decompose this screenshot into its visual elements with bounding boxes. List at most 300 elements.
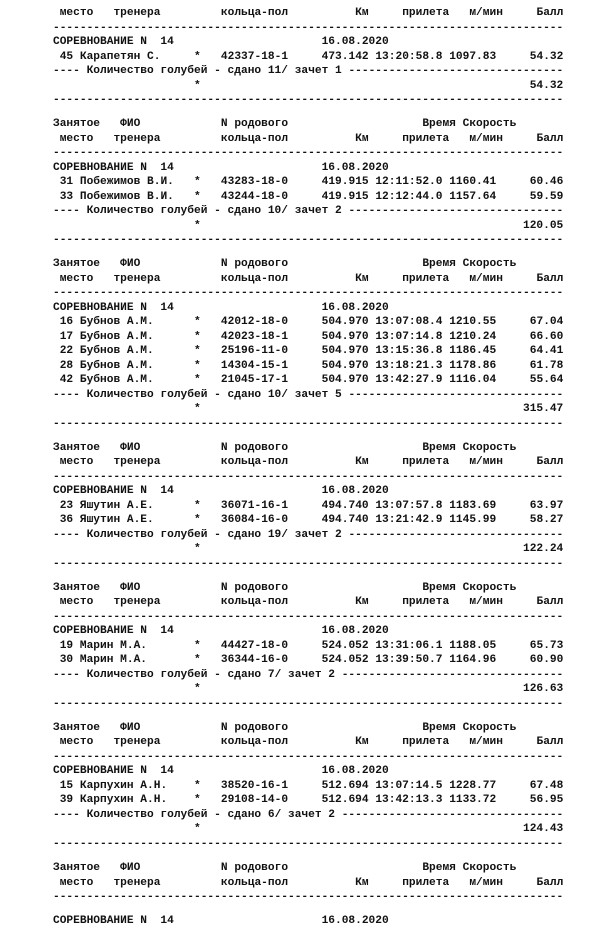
- entry-mark: *: [194, 779, 201, 792]
- competition-title: СОРЕВНОВАНИЕ N 14: [53, 765, 174, 778]
- count-prefix: ---- Количество голубей - сдано: [53, 528, 268, 541]
- entry-time: 12:11:52.0: [375, 176, 443, 189]
- col-km-label: Км: [355, 7, 369, 19]
- entry-km: 512.694: [321, 794, 369, 807]
- entry-mark: *: [194, 654, 201, 667]
- col-speed-label: Скорость: [462, 862, 517, 875]
- entry-row: [53, 793, 593, 808]
- competition-line: [53, 624, 593, 639]
- col-score-label: Балл: [536, 876, 564, 889]
- col-speed-label: Скорость: [462, 581, 517, 594]
- count-counted: 2: [335, 205, 342, 218]
- count-prefix: ---- Количество голубей - сдано: [53, 65, 268, 77]
- col-speed-label-2: м/мин: [469, 456, 503, 469]
- count-counted: 1: [335, 65, 342, 77]
- competition-line: [53, 914, 593, 929]
- entry-speed: 1228.77: [449, 779, 497, 792]
- count-prefix: ---- Количество голубей - сдано: [53, 205, 268, 218]
- col-ring-label-2: кольца-пол: [220, 456, 289, 469]
- entry-ring: 36071-16-1: [220, 499, 289, 512]
- col-ring-label-2: кольца-пол: [220, 736, 289, 749]
- col-speed-label-2: м/мин: [469, 876, 503, 889]
- competition-date: 16.08.2020: [321, 625, 389, 638]
- entry-time: 13:07:14.5: [375, 779, 443, 792]
- entry-speed: 1157.64: [449, 190, 497, 203]
- count-space: [335, 669, 342, 681]
- separator-line: ----------------------------------------------------------------------------: [53, 837, 564, 850]
- col-ring-label-2: кольца-пол: [220, 596, 289, 609]
- competition-title: СОРЕВНОВАНИЕ N 14: [53, 915, 174, 928]
- count-mid: / зачет: [281, 388, 335, 401]
- competition-line: [53, 301, 593, 316]
- count-dash-fill: ---------------------------------: [341, 808, 564, 821]
- competition-date: 16.08.2020: [321, 36, 389, 48]
- entry-place: 36: [59, 514, 74, 527]
- col-place-label: Занятое: [53, 258, 100, 271]
- entry-name: Марин М.А.: [79, 654, 148, 667]
- entry-score: 63.97: [529, 499, 564, 512]
- entry-place: 42: [59, 374, 74, 387]
- entry-score: 64.41: [529, 345, 564, 358]
- col-place-label: Занятое: [53, 441, 100, 454]
- col-time-label: Время: [422, 258, 456, 271]
- entry-time: 13:21:42.9: [375, 514, 443, 527]
- entry-place: 33: [59, 190, 74, 203]
- entry-ring: 38520-16-1: [220, 779, 289, 792]
- col-trainer-label: тренера: [113, 272, 161, 285]
- entry-speed: 1210.24: [449, 330, 497, 343]
- group-total: 124.43: [522, 823, 564, 836]
- separator-line: ----------------------------------------------------------------------------: [53, 697, 564, 710]
- entry-row: [53, 499, 593, 514]
- entry-ring: 36084-16-0: [220, 514, 289, 527]
- col-time-label-2: прилета: [402, 876, 450, 889]
- col-km-label: Км: [355, 272, 369, 285]
- entry-speed: 1160.41: [449, 176, 497, 189]
- entry-km: 504.970: [321, 345, 369, 358]
- header-row-top: [53, 117, 593, 132]
- separator-line: ----------------------------------------------------------------------------: [53, 21, 564, 34]
- col-km-label: Км: [355, 132, 369, 145]
- count-mid: / зачет: [281, 65, 335, 77]
- results-report: [53, 6, 593, 929]
- count-handed: 7: [267, 668, 275, 681]
- entry-km: 524.052: [321, 639, 369, 652]
- group-total: 126.63: [522, 683, 564, 696]
- col-trainer-label: тренера: [113, 736, 161, 749]
- entry-km: 504.970: [321, 374, 369, 387]
- col-place-label-2: место: [59, 736, 94, 749]
- col-time-label: Время: [422, 441, 456, 454]
- count-summary-line: [53, 528, 593, 543]
- entry-row: [53, 50, 593, 65]
- entry-km: 504.970: [321, 316, 369, 329]
- total-mark: *: [194, 823, 201, 836]
- header-row-bottom: [53, 876, 593, 891]
- count-space: [335, 809, 342, 821]
- entry-score: 66.60: [529, 330, 564, 343]
- entry-row: [53, 653, 593, 668]
- entry-speed: 1097.83: [449, 50, 497, 63]
- entry-speed: 1210.55: [449, 316, 497, 329]
- competition-date: 16.08.2020: [321, 915, 389, 928]
- count-dash-fill: --------------------------------: [348, 65, 564, 77]
- col-ring-label: N родового: [220, 441, 289, 454]
- entry-mark: *: [194, 190, 201, 203]
- count-handed: 19: [267, 528, 282, 541]
- entry-name: Бубнов А.М.: [79, 330, 154, 343]
- group-total: 120.05: [522, 219, 564, 232]
- separator-line: ----------------------------------------------------------------------------: [53, 557, 564, 570]
- header-row-top: [53, 581, 593, 596]
- competition-line: [53, 764, 593, 779]
- col-trainer-label: тренера: [113, 132, 161, 145]
- entry-place: 23: [59, 499, 74, 512]
- count-summary-line: [53, 668, 593, 683]
- col-time-label: Время: [422, 581, 456, 594]
- entry-name: Карпухин А.Н.: [79, 779, 168, 792]
- group-total-line: [53, 542, 593, 557]
- col-place-label: Занятое: [53, 862, 100, 875]
- count-counted: 5: [335, 388, 342, 401]
- entry-name: Побежимов В.И.: [79, 190, 174, 203]
- count-prefix: ---- Количество голубей - сдано: [53, 668, 268, 681]
- entry-mark: *: [194, 374, 201, 387]
- header-row-top: [53, 441, 593, 456]
- entry-ring: 42023-18-1: [220, 330, 289, 343]
- competition-title: СОРЕВНОВАНИЕ N 14: [53, 625, 174, 638]
- count-counted: 2: [328, 668, 335, 681]
- count-handed: 10: [267, 205, 282, 218]
- count-summary-line: [53, 64, 593, 79]
- group-total-line: [53, 682, 593, 697]
- competition-date: 16.08.2020: [321, 485, 389, 498]
- col-fio-label: ФИО: [120, 862, 141, 875]
- count-summary-line: [53, 204, 593, 219]
- entry-km: 512.694: [321, 779, 369, 792]
- col-time-label-2: прилета: [402, 7, 450, 19]
- competition-date: 16.08.2020: [321, 301, 389, 314]
- col-place-label: Занятое: [53, 118, 100, 131]
- entry-row: [53, 190, 593, 205]
- col-fio-label: ФИО: [120, 441, 141, 454]
- col-trainer-label: тренера: [113, 456, 161, 469]
- col-score-label: Балл: [536, 736, 564, 749]
- entry-km: 419.915: [321, 190, 369, 203]
- entry-km: 524.052: [321, 654, 369, 667]
- entry-ring: 44427-18-0: [220, 639, 289, 652]
- header-row-top: [53, 861, 593, 876]
- entry-name: Яшутин А.Е.: [79, 499, 154, 512]
- entry-ring: 43283-18-0: [220, 176, 289, 189]
- col-time-label-2: прилета: [402, 596, 450, 609]
- count-dash-fill: --------------------------------: [348, 388, 564, 401]
- col-time-label-2: прилета: [402, 272, 450, 285]
- entry-place: 15: [59, 779, 74, 792]
- header-row-top: [53, 721, 593, 736]
- competition-date: 16.08.2020: [321, 765, 389, 778]
- col-score-label: Балл: [536, 7, 564, 19]
- header-row-bottom: [53, 595, 593, 610]
- separator-line: ----------------------------------------------------------------------------: [53, 94, 564, 106]
- col-fio-label: ФИО: [120, 118, 141, 131]
- entry-row: [53, 344, 593, 359]
- col-speed-label: Скорость: [462, 721, 517, 734]
- competition-line: [53, 484, 593, 499]
- entry-mark: *: [194, 345, 201, 358]
- entry-km: 419.915: [321, 176, 369, 189]
- entry-row: [53, 513, 593, 528]
- col-speed-label-2: м/мин: [469, 736, 503, 749]
- count-dash-fill: --------------------------------: [348, 528, 564, 541]
- col-score-label: Балл: [536, 596, 564, 609]
- entry-score: 54.32: [529, 50, 564, 63]
- col-place-label: Занятое: [53, 581, 100, 594]
- col-score-label: Балл: [536, 132, 564, 145]
- col-ring-label-2: кольца-пол: [220, 7, 289, 19]
- header-row-bottom: [53, 455, 593, 470]
- entry-place: 30: [59, 654, 74, 667]
- entry-row: [53, 330, 593, 345]
- col-km-label: Км: [355, 456, 369, 469]
- entry-mark: *: [194, 514, 201, 527]
- col-time-label-2: прилета: [402, 456, 450, 469]
- entry-ring: 14304-15-1: [220, 359, 289, 372]
- entry-time: 13:18:21.3: [375, 359, 443, 372]
- entry-row: [53, 779, 593, 794]
- col-ring-label: N родового: [220, 721, 289, 734]
- entry-ring: 29108-14-0: [220, 794, 289, 807]
- entry-ring: 43244-18-0: [220, 190, 289, 203]
- entry-mark: *: [194, 639, 201, 652]
- entry-name: Бубнов А.М.: [79, 374, 154, 387]
- count-counted: 2: [335, 528, 342, 541]
- entry-time: 13:42:13.3: [375, 794, 443, 807]
- count-dash-fill: --------------------------------: [348, 205, 564, 218]
- col-place-label-2: место: [59, 876, 94, 889]
- count-counted: 2: [328, 808, 335, 821]
- count-dash-fill: ---------------------------------: [341, 668, 564, 681]
- col-speed-label: Скорость: [462, 118, 517, 131]
- entry-time: 13:31:06.1: [375, 639, 443, 652]
- count-prefix: ---- Количество голубей - сдано: [53, 808, 268, 821]
- entry-km: 494.740: [321, 499, 369, 512]
- col-ring-label: N родового: [220, 862, 289, 875]
- entry-ring: 36344-16-0: [220, 654, 289, 667]
- entry-mark: *: [194, 499, 201, 512]
- entry-mark: *: [194, 50, 201, 63]
- entry-speed: 1133.72: [449, 794, 497, 807]
- col-time-label-2: прилета: [402, 132, 450, 145]
- col-place-label: Занятое: [53, 721, 100, 734]
- entry-mark: *: [194, 794, 201, 807]
- total-mark: *: [194, 403, 201, 416]
- entry-place: 28: [59, 359, 74, 372]
- entry-name: Карапетян С.: [79, 50, 161, 63]
- separator-line: ----------------------------------------------------------------------------: [53, 610, 564, 623]
- total-mark: *: [194, 219, 201, 232]
- col-ring-label: N родового: [220, 581, 289, 594]
- total-mark: *: [194, 683, 201, 696]
- group-total: 122.24: [522, 543, 564, 556]
- col-fio-label: ФИО: [120, 258, 141, 271]
- entry-row: [53, 175, 593, 190]
- col-ring-label-2: кольца-пол: [220, 272, 289, 285]
- entry-speed: 1116.04: [449, 374, 497, 387]
- entry-score: 61.78: [529, 359, 564, 372]
- entry-score: 60.90: [529, 654, 564, 667]
- count-summary-line: [53, 808, 593, 823]
- entry-mark: *: [194, 330, 201, 343]
- entry-name: Бубнов А.М.: [79, 359, 154, 372]
- entry-speed: 1178.86: [449, 359, 497, 372]
- entry-row: [53, 315, 593, 330]
- entry-name: Бубнов А.М.: [79, 316, 154, 329]
- separator-line: ----------------------------------------------------------------------------: [53, 234, 564, 247]
- col-ring-label-2: кольца-пол: [220, 132, 289, 145]
- count-mid: / зачет: [281, 205, 335, 218]
- col-fio-label: ФИО: [120, 721, 141, 734]
- header-row-bottom: [53, 735, 593, 750]
- count-handed: 6: [267, 808, 275, 821]
- col-ring-label: N родового: [220, 258, 289, 271]
- col-time-label-2: прилета: [402, 736, 450, 749]
- separator-line: ----------------------------------------------------------------------------: [53, 287, 564, 300]
- entry-score: 60.46: [529, 176, 564, 189]
- col-speed-label: Скорость: [462, 441, 517, 454]
- entry-name: Карпухин А.Н.: [79, 794, 168, 807]
- group-total-line: [53, 79, 593, 94]
- entry-mark: *: [194, 316, 201, 329]
- entry-time: 13:07:57.8: [375, 499, 443, 512]
- entry-place: 31: [59, 176, 74, 189]
- competition-title: СОРЕВНОВАНИЕ N 14: [53, 161, 174, 174]
- competition-date: 16.08.2020: [321, 161, 389, 174]
- count-mid: / зачет: [274, 668, 329, 681]
- col-time-label: Время: [422, 721, 456, 734]
- col-place-label-2: место: [59, 132, 94, 145]
- entry-mark: *: [194, 359, 201, 372]
- separator-line: ----------------------------------------------------------------------------: [53, 147, 564, 160]
- separator-line: ----------------------------------------------------------------------------: [53, 891, 564, 904]
- entry-score: 59.59: [529, 190, 564, 203]
- col-place-label-2: место: [59, 7, 94, 19]
- entry-place: 39: [59, 794, 74, 807]
- competition-line: [53, 161, 593, 176]
- col-ring-label: N родового: [220, 118, 289, 131]
- col-trainer-label: тренера: [113, 596, 161, 609]
- competition-title: СОРЕВНОВАНИЕ N 14: [53, 301, 174, 314]
- entry-speed: 1186.45: [449, 345, 497, 358]
- total-mark: *: [194, 79, 201, 92]
- entry-name: Побежимов В.И.: [79, 176, 174, 189]
- col-score-label: Балл: [536, 456, 564, 469]
- entry-ring: 25196-11-0: [220, 345, 289, 358]
- col-score-label: Балл: [536, 272, 564, 285]
- entry-speed: 1164.96: [449, 654, 497, 667]
- entry-name: Бубнов А.М.: [79, 345, 154, 358]
- header-row-bottom: [53, 272, 593, 287]
- group-total: 315.47: [522, 403, 564, 416]
- entry-place: 19: [59, 639, 74, 652]
- col-km-label: Км: [355, 876, 369, 889]
- group-total-line: [53, 219, 593, 234]
- entry-ring: 42012-18-0: [220, 316, 289, 329]
- separator-line: ----------------------------------------------------------------------------: [53, 750, 564, 763]
- col-km-label: Км: [355, 736, 369, 749]
- entry-score: 58.27: [529, 514, 564, 527]
- entry-ring: 21045-17-1: [220, 374, 289, 387]
- competition-title: СОРЕВНОВАНИЕ N 14: [53, 485, 174, 498]
- entry-row: [53, 359, 593, 374]
- entry-place: 22: [59, 345, 74, 358]
- entry-km: 473.142: [321, 50, 369, 63]
- col-time-label: Время: [422, 862, 456, 875]
- entry-place: 45: [59, 50, 74, 63]
- entry-km: 494.740: [321, 514, 369, 527]
- count-mid: / зачет: [281, 528, 335, 541]
- entry-km: 504.970: [321, 359, 369, 372]
- separator-line: ----------------------------------------------------------------------------: [53, 417, 564, 430]
- col-trainer-label: тренера: [113, 876, 161, 889]
- entry-speed: 1188.05: [449, 639, 497, 652]
- entry-time: 13:20:58.8: [375, 50, 443, 63]
- entry-score: 67.48: [529, 779, 564, 792]
- entry-place: 16: [59, 316, 74, 329]
- entry-time: 13:42:27.9: [375, 374, 443, 387]
- col-fio-label: ФИО: [120, 581, 141, 594]
- entry-time: 13:15:36.8: [375, 345, 443, 358]
- col-place-label-2: место: [59, 596, 94, 609]
- entry-time: 13:07:08.4: [375, 316, 443, 329]
- count-prefix: ---- Количество голубей - сдано: [53, 388, 268, 401]
- col-place-label-2: место: [59, 272, 94, 285]
- col-speed-label-2: м/мин: [469, 132, 503, 145]
- entry-row: [53, 373, 593, 388]
- entry-name: Марин М.А.: [79, 639, 148, 652]
- entry-score: 55.64: [529, 374, 564, 387]
- entry-name: Яшутин А.Е.: [79, 514, 154, 527]
- entry-time: 13:39:50.7: [375, 654, 443, 667]
- entry-speed: 1145.99: [449, 514, 497, 527]
- entry-time: 13:07:14.8: [375, 330, 443, 343]
- group-total-line: [53, 402, 593, 417]
- entry-km: 504.970: [321, 330, 369, 343]
- entry-place: 17: [59, 330, 74, 343]
- count-summary-line: [53, 388, 593, 403]
- entry-speed: 1183.69: [449, 499, 497, 512]
- entry-score: 67.04: [529, 316, 564, 329]
- count-mid: / зачет: [274, 808, 329, 821]
- competition-line: [53, 35, 593, 50]
- col-km-label: Км: [355, 596, 369, 609]
- header-row-top: [53, 257, 593, 272]
- separator-line: ----------------------------------------------------------------------------: [53, 470, 564, 483]
- entry-ring: 42337-18-1: [220, 50, 289, 63]
- entry-mark: *: [194, 176, 201, 189]
- col-speed-label-2: м/мин: [469, 596, 503, 609]
- group-total-line: [53, 822, 593, 837]
- col-place-label-2: место: [59, 456, 94, 469]
- header-row-bottom: [53, 132, 593, 147]
- count-handed: 11: [267, 65, 282, 77]
- total-mark: *: [194, 543, 201, 556]
- count-handed: 10: [267, 388, 282, 401]
- entry-time: 12:12:44.0: [375, 190, 443, 203]
- col-speed-label-2: м/мин: [469, 272, 503, 285]
- col-speed-label-2: м/мин: [469, 7, 503, 19]
- col-time-label: Время: [422, 118, 456, 131]
